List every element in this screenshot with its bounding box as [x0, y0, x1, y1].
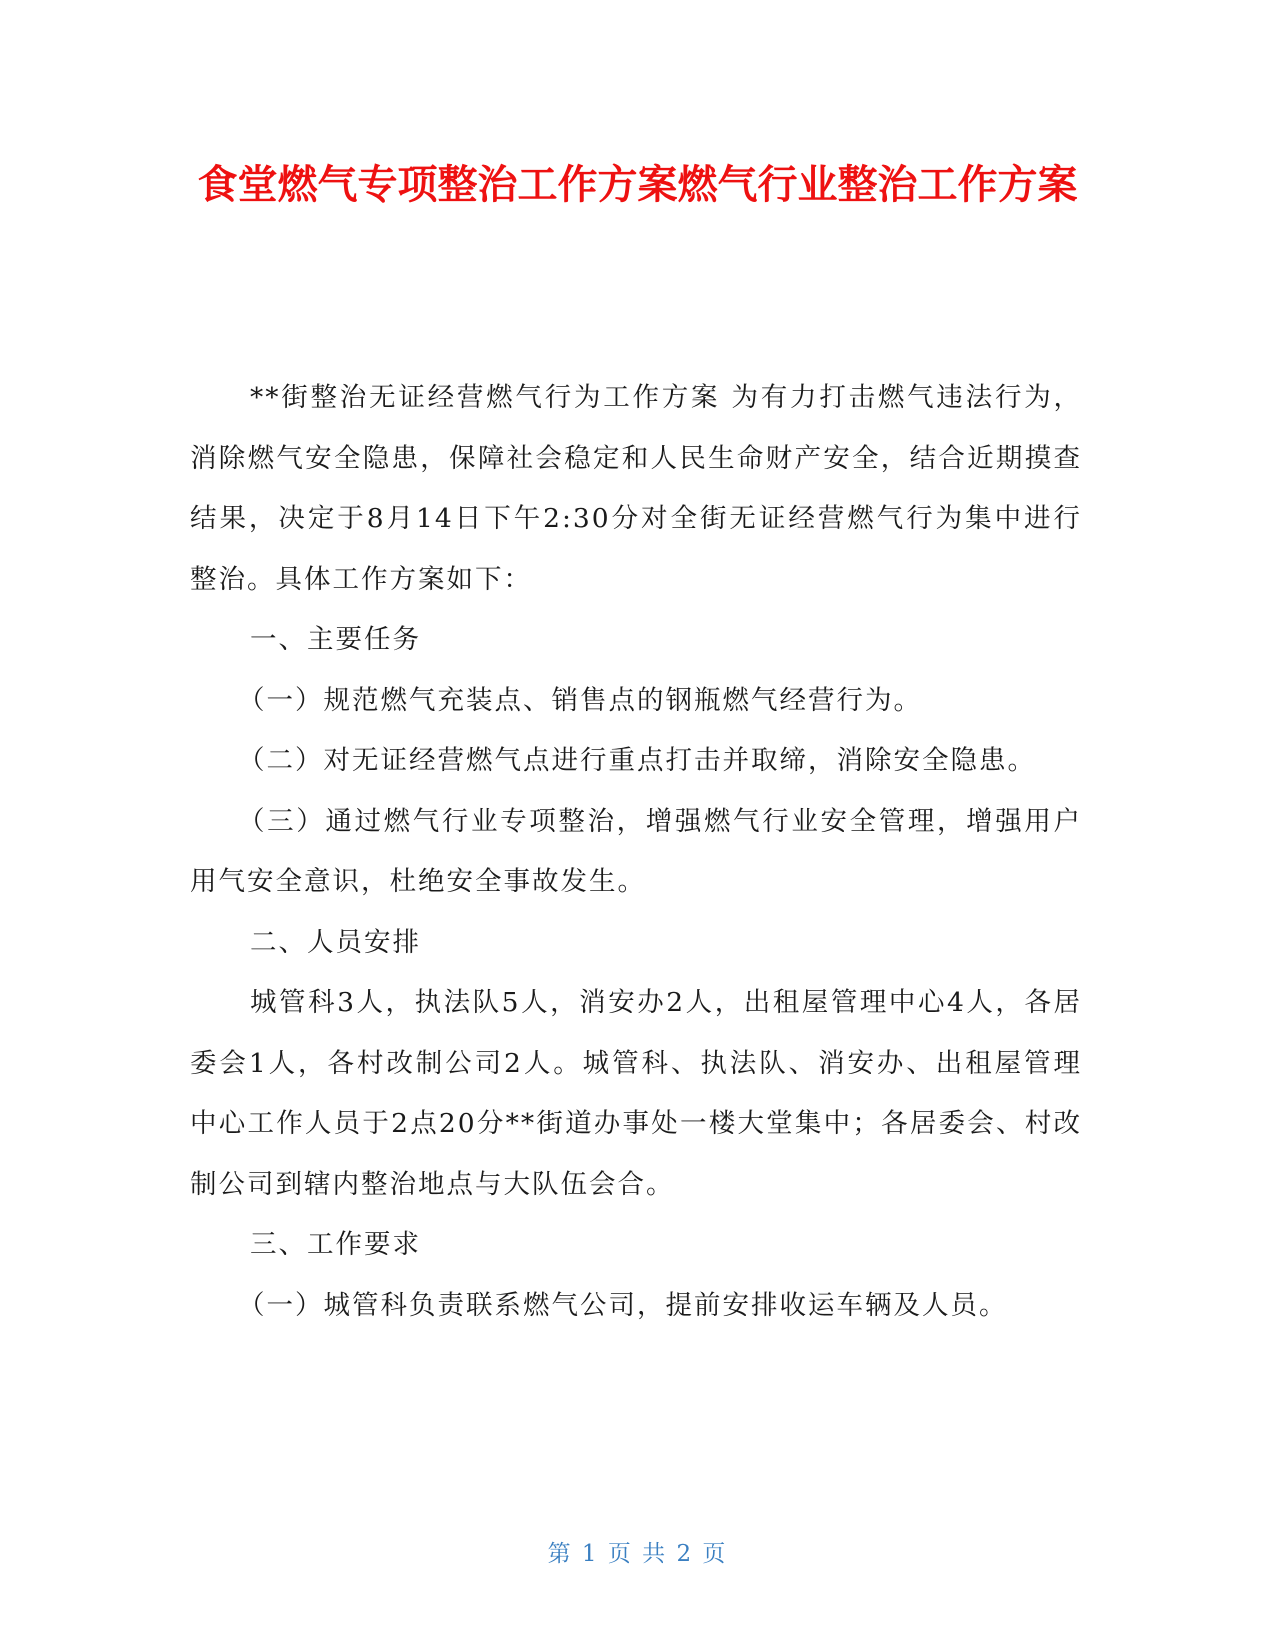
document-body: [190, 368, 1082, 1336]
requirement-item-1: （一）城管科负责联系燃气公司，提前安排收运车辆及人员。: [238, 1289, 1008, 1321]
staffing-paragraph: 城管科3人，执法队5人，消安办2人，出租屋管理中心4人，各居委会1人，各村改制公司2人。城管科、执法队、消安办、出租屋管理中心工作人员于2点20分**街道办事处一楼大堂集中；各居委会、村改制公司到辖内整治地点与大队伍会合。: [190, 987, 1082, 1200]
section-heading-requirements: 三、工作要求: [250, 1229, 421, 1260]
section-heading-staffing: 二、人员安排: [250, 926, 421, 958]
page-number-footer: 第 1 页 共 2 页: [547, 1541, 728, 1567]
task-item-1: （一）规范燃气充装点、销售点的钢瓶燃气经营行为。: [238, 684, 922, 716]
document-title: 食堂燃气专项整治工作方案燃气行业整治工作方案: [197, 162, 1078, 208]
section-heading-main-tasks: 一、主要任务: [250, 624, 421, 655]
task-item-3: （三）通过燃气行业专项整治，增强燃气行业安全管理，增强用户用气安全意识，杜绝安全事故发生。: [190, 805, 1082, 897]
intro-paragraph: **街整治无证经营燃气行为工作方案 为有力打击燃气违法行为，消除燃气安全隐患，保障社会稳定和人民生命财产安全，结合近期摸查结果，决定于8月14日下午2:30分对全街无证经营燃气行为集中进行整治。具体工作方案如下：: [190, 382, 1082, 595]
task-item-2: （二）对无证经营燃气点进行重点打击并取缔，消除安全隐患。: [238, 745, 1036, 776]
